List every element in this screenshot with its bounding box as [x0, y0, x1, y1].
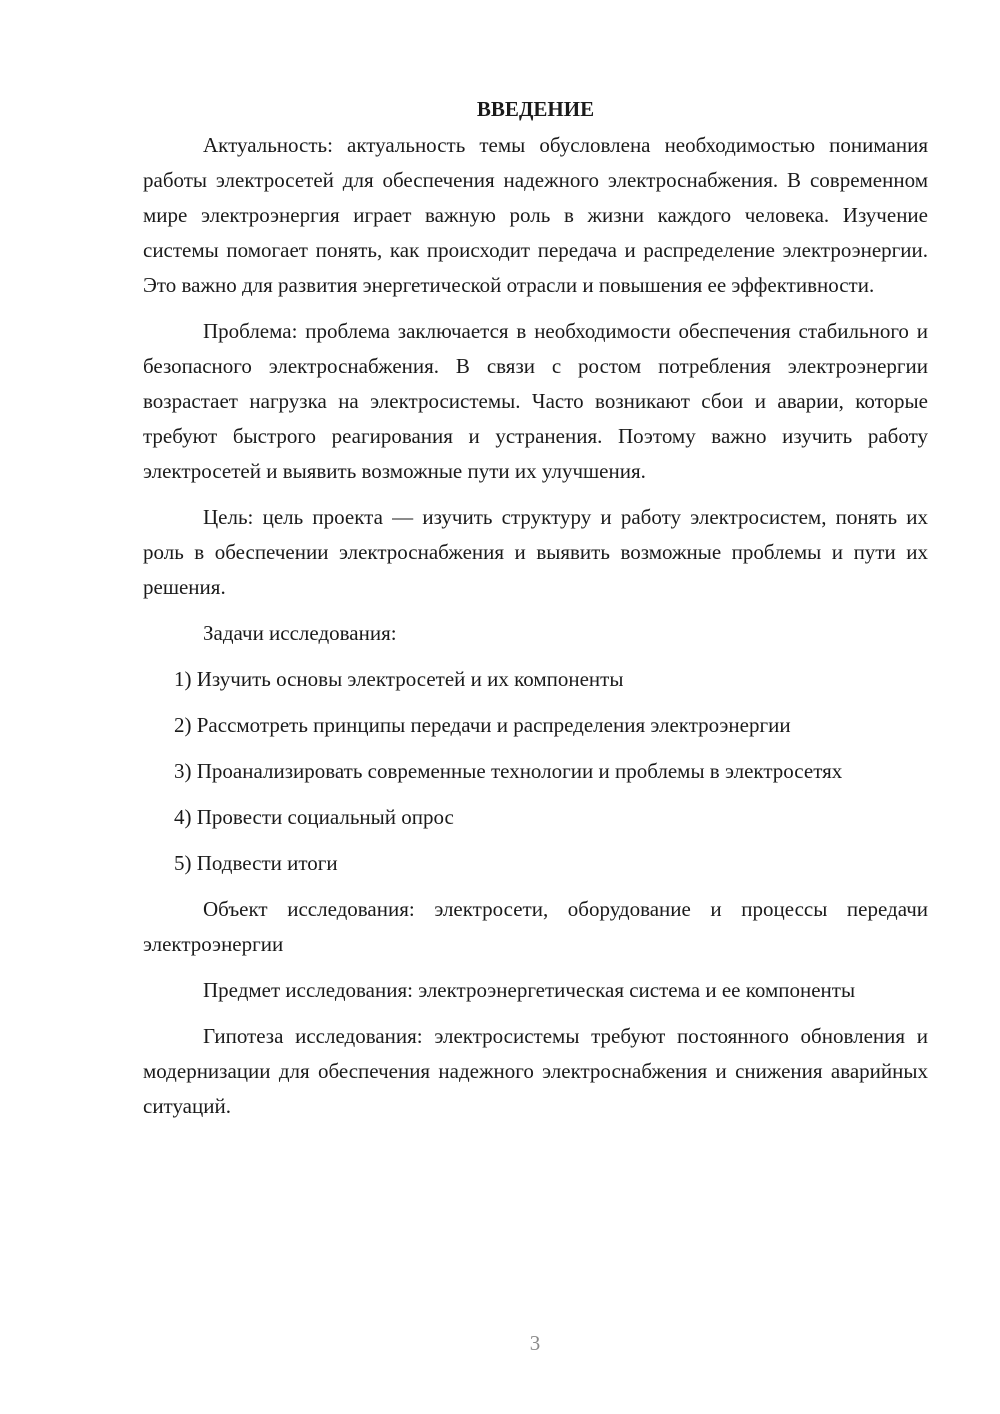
task-item-1: 1) Изучить основы электросетей и их компоненты: [174, 667, 624, 691]
task-item-3: 3) Проанализировать современные технологии и проблемы в электросетях: [174, 759, 843, 783]
task-item-4: 4) Провести социальный опрос: [174, 805, 454, 829]
paragraph-relevance: Актуальность: актуальность темы обусловлена необходимостью понимания работы электросетей для обеспечения надежного электроснабжения. В современном мире электроэнергия играет важную роль в жизни каждого человека. Изучение системы помогает понять, как происходит передача и распределение электроэнергии. Это важно для развития энергетической отрасли и повышения ее эффективности.: [143, 133, 928, 297]
paragraph-object: Объект исследования: электросети, оборудование и процессы передачи электроэнергии: [143, 897, 928, 956]
page-number: 3: [529, 1331, 541, 1355]
paragraph-hypothesis: Гипотеза исследования: электросистемы требуют постоянного обновления и модернизации для обеспечения надежного электроснабжения и снижения аварийных ситуаций.: [143, 1024, 928, 1118]
paragraph-goal: Цель: цель проекта — изучить структуру и работу электросистем, понять их роль в обеспечении электроснабжения и выявить возможные проблемы и пути их решения.: [143, 505, 928, 599]
task-item-5: 5) Подвести итоги: [174, 851, 338, 875]
page-title: ВВЕДЕНИЕ: [476, 97, 595, 121]
paragraph-problem: Проблема: проблема заключается в необходимости обеспечения стабильного и безопасного электроснабжения. В связи с ростом потребления электроэнергии возрастает нагрузка на электросистемы. Часто возникают сбои и аварии, которые требуют быстрого реагирования и устранения. Поэтому важно изучить работу электросетей и выявить возможные пути их улучшения.: [143, 319, 928, 483]
paragraph-subject: Предмет исследования: электроэнергетическая система и ее компоненты: [203, 978, 856, 1002]
task-item-2: 2) Рассмотреть принципы передачи и распределения электроэнергии: [174, 713, 791, 737]
document-page: [143, 92, 928, 1135]
paragraph-tasks-heading: Задачи исследования:: [203, 621, 397, 645]
